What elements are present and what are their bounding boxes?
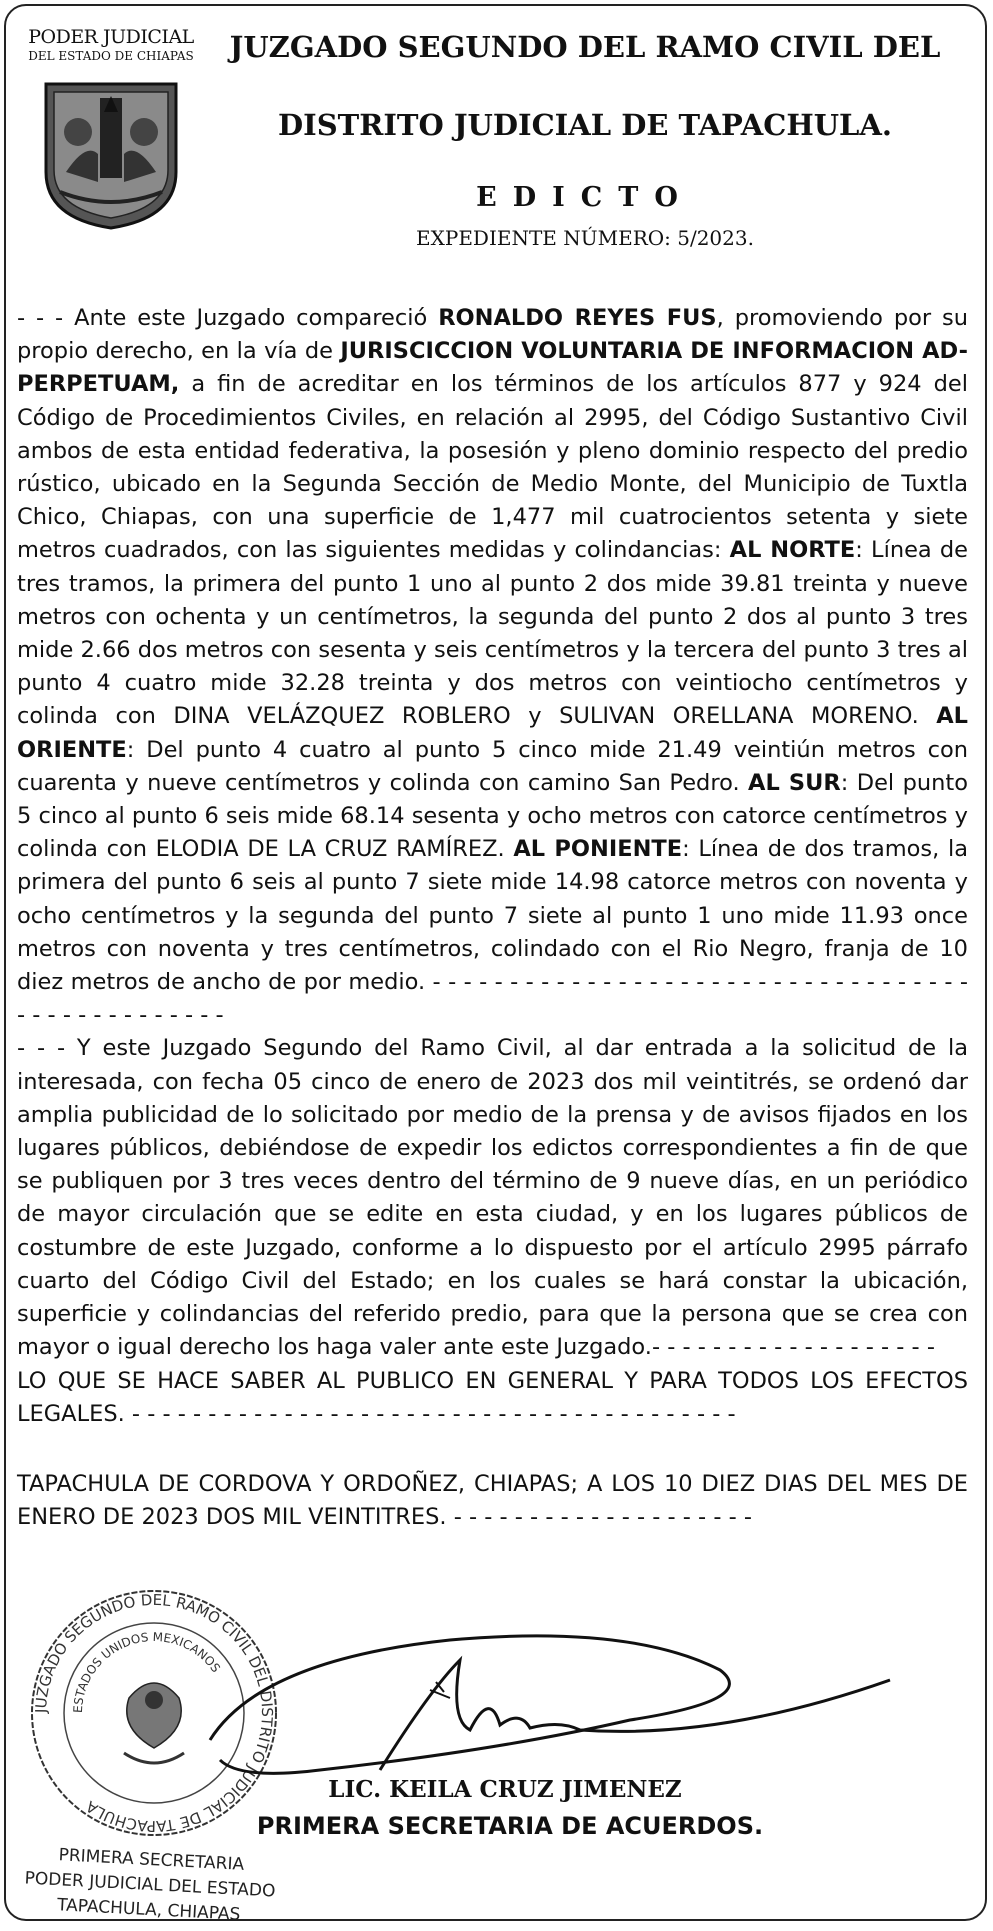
seal-inner-text: ESTADOS UNIDOS MEXICANOS [70,1629,224,1714]
petition-text2: a fin de acreditar en los términos de los artículos 877 y 924 del Código de Procedimientos Civiles, en relación al 2995, del Código Sustantivo Civil ambos de esta entidad federativa, la posesión y pleno dominio respecto del predio rústico, ubicado en la Segunda Sección de Medio Monte, del Municipio de Tuxtla Chico, Chiapas, con una superficie de 1,477 mil cuatrocientos setenta y siete metros cuadrados, con las siguientes medidas y colindancias: [17,371,968,564]
crest-caption-line1: PODER JUDICIAL [28,26,194,48]
expediente-number: EXPEDIENTE NÚMERO: 5/2023. [416,226,754,250]
boundary-east-label: AL ORIENTE [17,703,968,763]
signer-name: LIC. KEILA CRUZ JIMENEZ [328,1776,682,1803]
petition-text1: , promoviendo por su propio derecho, en la vía de [17,305,969,365]
paragraph-place-date: TAPACHULA DE CORDOVA Y ORDOÑEZ, CHIAPAS; A LOS 10 DIEZ DIAS DEL MES DE ENERO DE 2023 DOS MIL VEINTITRES. - - - - - - - - - - - - - - - - - - - - [17,1470,968,1531]
boundary-north-text: : Línea de tres tramos, la primera del punto 1 uno al punto 2 dos mide 39.81 treinta y nueve metros con ochenta y un centímetros, la segunda del punto 2 dos al punto 3 tres mide 2.66 dos metros con sesenta y seis centímetros y la tercera del punto 3 tres al punto 4 cuatro mide 32.28 treinta y dos metros con veintiocho centímetros y colinda con DINA VELÁZQUEZ ROBLERO y SULIVAN ORELLANA MORENO. [17,537,969,730]
boundary-east-text: : Del punto 4 cuatro al punto 5 cinco mide 21.49 veintiún metros con cuarenta y nueve centímetros y colinda con camino San Pedro. [17,736,968,796]
petition-via: JURISCICCION VOLUNTARIA DE INFORMACION AD-PERPETUAM, [17,338,968,398]
boundary-west-label: AL PONIENTE [513,836,683,863]
boundary-south-text: : Del punto 5 cinco al punto 6 seis mide 68.14 sesenta y ocho metros con catorce centímetros y colinda con ELODIA DE LA CRUZ RAMÍREZ. [17,769,969,863]
boundary-north-label: AL NORTE [729,537,856,564]
stamp-line2: PODER JUDICIAL DEL ESTADO [24,1868,276,1902]
petition-lead: - - - Ante este Juzgado compareció [17,305,439,331]
paragraph-public-notice: LO QUE SE HACE SABER AL PUBLICO EN GENERAL Y PARA TODOS LOS EFECTOS LEGALES. - - - - - - - - - - - - - - - - - - - - - - - - - - - - - - - - - - - - - - - - [17,1367,968,1427]
paragraph-petition [17,302,968,1032]
court-title-line1: JUZGADO SEGUNDO DEL RAMO CIVIL DEL [229,30,941,64]
boundary-south-label: AL SUR [748,769,841,796]
secretary-rubber-stamp [0,1840,302,1931]
petitioner-name: RONALDO REYES FUS [438,305,717,331]
stamp-line1: PRIMERA SECRETARIA [58,1845,245,1875]
stamp-line3: TAPACHULA, CHIAPAS [56,1895,241,1925]
signer-title: PRIMERA SECRETARIA DE ACUERDOS. [256,1812,764,1840]
crest-caption-line2: DEL ESTADO DE CHIAPAS [28,49,194,63]
boundary-west-text: : Línea de dos tramos, la primera del punto 6 seis al punto 7 siete mide 14.98 catorce metros con noventa y ocho centímetros y la segunda del punto 7 siete al punto 1 uno mide 11.93 once metros con noventa y tres centímetros, colindado con el Rio Negro, franja de 10 diez metros de ancho de por medio. - - - - - - - - - - - - - - - - - - - - - - - - - - - - - - - - - - - - - - - - - - - - - - - - - [17,836,968,1029]
seal-outer-text: JUZGADO SEGUNDO DEL RAMO CIVIL DEL DISTRITO JUDICIAL DE TAPACHULA [31,1590,277,1836]
edicto-heading: EDICTO [476,182,694,213]
edict-body [17,302,968,1534]
paragraph-publication-order: - - - Y este Juzgado Segundo del Ramo Civil, al dar entrada a la solicitud de la interesada, con fecha 05 cinco de enero de 2023 dos mil veintitrés, se ordenó dar amplia publicidad de lo solicitado por medio de la prensa y de avisos fijados en los lugares públicos, debiéndose de expedir los edictos correspondientes a fin de que se publiquen por 3 tres veces dentro del término de 9 nueve días, en un periódico de mayor circulación que se edite en esta ciudad, y en los lugares públicos de costumbre de este Juzgado, conforme a lo dispuesto por el artículo 2995 párrafo cuarto del Código Civil del Estado; en los cuales se hará constar la ubicación, superficie y colindancias del referido predio, para que la persona que se crea con mayor o igual derecho los haga valer ante este Juzgado.- - - - - - - - - - - - - - - - - - - [17,1035,968,1361]
handwritten-signature [200,1620,940,1800]
court-title-line2: DISTRITO JUDICIAL DE TAPACHULA. [278,108,892,142]
